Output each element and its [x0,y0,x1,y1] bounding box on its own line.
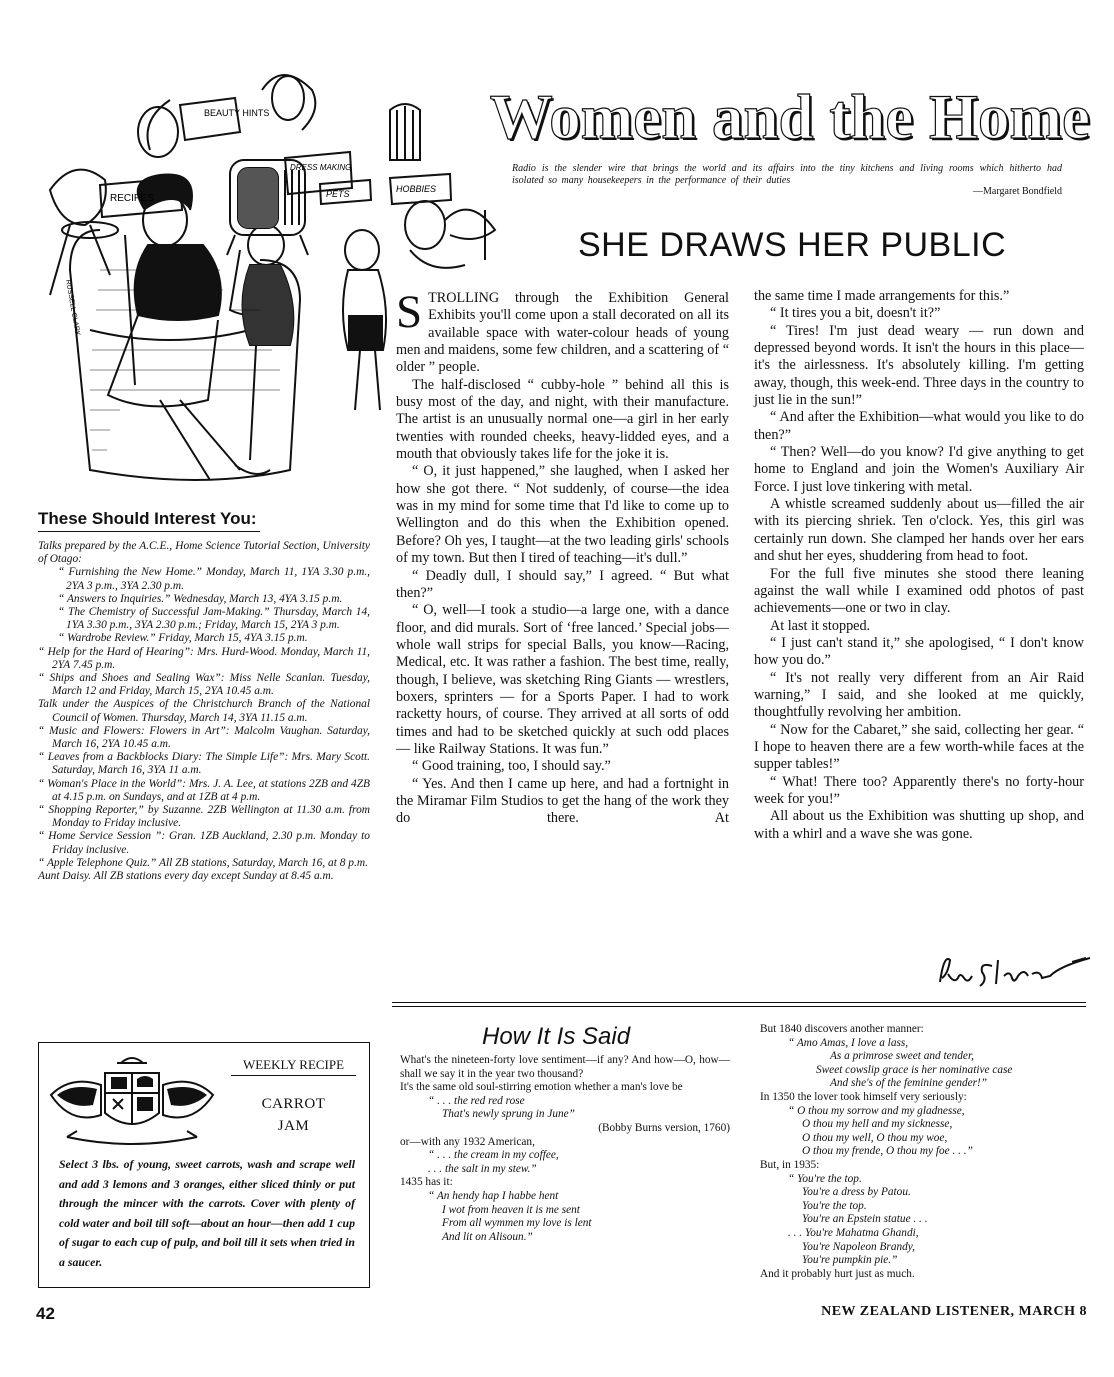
verse-line: “ You're the top. [788,1172,862,1185]
recipe-name-line: CARROT [261,1096,326,1112]
article-paragraph: “ O, well—I took a studio—a large one, with a dance floor, and did murals. Sort of ‘free lanced.’ Special jobs—whole wall strips for special Balls, you know—Racing, Medical, etc. It was rather a fashion. The best time, really, though, I believe, was sketching Ring Giants — wrestlers, boxers, sprinters — for a Sports Paper. I had to work racketty hours, of course. They arrived at all sorts of odd times and had to be sketched quickly at such odd places — like Railway Stations. It was fun.” [396,602,729,757]
article-paragraph: TROLLING through the Exhibition General Exhibits you'll come upon a stall decorated on all its available space with water-colour heads of young men and maidens, some few children, and a scattering of “ older ” people. [396,290,729,376]
section-divider [392,1006,1086,1007]
prose-line: In 1350 the lover took himself very seriously: [760,1090,967,1103]
masthead: Women and the Home [489,82,1090,152]
sidebar-title: These Should Interest You: [38,509,257,528]
prose-line: What's the nineteen-forty love sentiment—if any? And how—O, how—shall we say it in the year two thousand? [400,1054,730,1080]
verse-line: As a primrose sweet and tender, [830,1050,974,1063]
illus-label-dress: DRESS MAKING [290,163,352,172]
article-paragraph: “ O, it just happened,” she laughed, when I asked her how she got there. “ Not suddenly, of course—the idea was in my mind for some time that I'd like to come up to Wellington and do this when the Exhibition opened. Before? Oh yes, I taught—at the two leading girls' schools of my town. But then I tired of teaching—it's dull.” [396,463,729,567]
article-paragraph: the same time I made arrangements for this.” [754,288,1010,304]
verse-line: . . . You're Mahatma Ghandi, [788,1226,919,1239]
verse-line: O thou my hell and my sicknesse, [802,1118,953,1131]
article-paragraph: For the full five minutes she stood there leaning against the wall while I examined odd photos of past achievements—one or two in clay. [754,565,1084,617]
article-paragraph: “ Good training, too, I should say.” [412,758,611,775]
article-paragraph: “ It's not really very different from an Air Raid warning,” I said, and she looked at me quickly, thoughtfully revolving her ambition. [754,669,1084,721]
article-paragraph: “ Deadly dull, I should say,” I agreed. “ But what then?” [396,567,729,601]
illus-credit: RUSSELL CLARK [64,279,81,337]
verse-line: “ O thou my sorrow and my gladnesse, [788,1104,965,1117]
weekly-recipe-box [38,1042,370,1288]
sidebar-rule [38,531,260,532]
prose-line: But, in 1935: [760,1158,820,1171]
article-column-2 [754,288,1084,843]
verse-line: You're Napoleon Brandy, [802,1240,915,1253]
verse-line: I wot from heaven it is me sent [442,1203,580,1216]
verse-line: And lit on Alisoun.” [442,1230,533,1243]
illus-label-pets: PETS [326,189,350,199]
article-paragraph: “ Tires! I'm just dead weary — run down and depressed beyond words. It isn't the hours in this place—it's the airlessness. It's absolutely killing. I'm getting away, though, this week-end. Three days in the country to just lie in the sun!” [754,322,1084,409]
article-paragraph: “ Now for the Cabaret,” she said, collecting her gear. “ I hope to heaven there are a few worth-while faces at the supper tables!” [754,721,1084,773]
page-number: 42 [36,1304,55,1323]
listing-item: “ Leaves from a Backblocks Diary: The Simple Life”: Mrs. Mary Scott. Saturday, March 16, 3YA 11 a.m. [38,751,370,777]
prose-line: or—with any 1932 American, [400,1135,535,1148]
listing-item: “ Answers to Inquiries.” Wednesday, March 13, 4YA 3.15 p.m. [58,592,343,605]
article-paragraph: All about us the Exhibition was shutting up shop, and with a whirl and a wave she was gone. [754,808,1084,842]
illus-label-hobbies: HOBBIES [396,184,437,194]
verse-line: You're a dress by Patou. [802,1186,911,1199]
listing-item: “ Furnishing the New Home.” Monday, March 11, 1YA 3.30 p.m., 2YA 3 p.m., 3YA 2.30 p.m. [58,566,370,592]
article-headline: SHE DRAWS HER PUBLIC [578,226,1007,264]
illus-label-recipes: RECIPES [110,193,154,204]
listing-item: Talks prepared by the A.C.E., Home Science Tutorial Section, University of Otago: [38,540,370,566]
listing-item: “ Home Service Session ”: Gran. 1ZB Auckland, 2.30 p.m. Monday to Friday inclusive. [38,830,370,856]
article-paragraph: “ Yes. And then I came up here, and had a fortnight in the Miramar Film Studios to get the hang of the work they do there. At [396,775,729,827]
verse-line: . . . the salt in my stew.” [428,1162,537,1175]
kitchen-crest-icon [47,1055,217,1147]
article-column-1 [396,286,729,828]
article-paragraph: “ And after the Exhibition—what would you like to do then?” [754,409,1084,443]
article-paragraph: A whistle screamed suddenly about us—filled the air with its piercing shriek. Ten o'clock. Yes, this girl was certainly run down. She clamped her hands over her ears and shut her eyes, shuddering from head to foot. [754,496,1084,565]
verse-line: “ . . . the cream in my coffee, [428,1149,559,1162]
listing-item: Aunt Daisy. All ZB stations every day except Sunday at 8.45 a.m. [38,870,334,883]
drop-cap: S [396,286,423,338]
section-divider [392,1002,1086,1003]
verse-line: “ . . . the red red rose [428,1094,525,1107]
prose-line: 1435 has it: [400,1176,453,1189]
how-it-is-said-title: How It Is Said [482,1023,631,1050]
illus-label-beauty: BEAUTY HINTS [204,108,270,118]
recipe-name [231,1093,356,1137]
listing-item: “ The Chemistry of Successful Jam-Making.” Thursday, March 14, 1YA 3.30 p.m., 3YA 2.30 p.m.; Friday, March 15, 2YA 3 p.m. [58,606,370,632]
verse-line: You're the top. [802,1199,867,1212]
publication-footer: NEW ZEALAND LISTENER, MARCH 8 [821,1304,1087,1319]
article-paragraph: “ I just can't stand it,” she apologised, “ I don't know how you do.” [754,634,1084,669]
verse-line: And she's of the feminine gender!” [830,1077,988,1090]
listing-item: “ Help for the Hard of Hearing”: Mrs. Hurd-Wood. Monday, March 11, 2YA 7.45 p.m. [38,645,370,671]
prose-line: And it probably hurt just as much. [760,1267,915,1280]
verse-line: You're an Epstein statue . . . [802,1213,928,1226]
article-paragraph: At last it stopped. [770,617,871,634]
epigraph: Radio is the slender wire that brings the world and its affairs into the tiny kitchens and living rooms which hitherto had isolated so many housekeepers in the performance of their duties [512,163,1062,186]
article-paragraph: “ It tires you a bit, doesn't it?” [770,305,941,322]
radio-listings [38,540,370,883]
article-paragraph: “ Then? Well—do you know? I'd give anything to get home to England and join the Women's Auxiliary Air Force. I just love tinkering with metal. [754,444,1084,495]
artist-signature [932,952,1092,992]
verse-line: That's newly sprung in June” [442,1108,575,1121]
listing-item: “ Woman's Place in the World”: Mrs. J. A. Lee, at stations 2ZB and 4ZB at 4.15 p.m. on Sundays, and at 1ZB at 4 p.m. [38,777,370,803]
recipe-instructions: Select 3 lbs. of young, sweet carrots, wash and scrape well and add 3 lemons and 3 oranges, either sliced thinly or put through the mincer with the carrots. Cover with plenty of cold water and boil till soft—about an hour—then add 1 cup of sugar to each cup of pulp, and boil till it sets when tried in a saucer. [59,1157,355,1269]
verse-line: “ Amo Amas, I love a lass, [788,1036,909,1049]
epigraph-attribution: —Margaret Bondfield [973,186,1062,197]
article-paragraph: “ What! There too? Apparently there's no forty-hour week for you!” [754,773,1084,807]
verse-line: Sweet cowslip grace is her nominative case [816,1063,1013,1076]
verse-line: From all wymmen my love is lent [442,1217,592,1230]
listing-item: “ Shopping Reporter,” by Suzanne. 2ZB Wellington at 11.30 a.m. from Monday to Friday inclusive. [38,804,370,830]
listing-item: “ Music and Flowers: Flowers in Art”: Malcolm Vaughan. Saturday, March 16, 2YA 10.45 a.m. [38,724,370,751]
verse-line: O thou my frende, O thou my foe . . .” [802,1145,973,1158]
listing-item: “ Ships and Shoes and Sealing Wax”: Miss Nelle Scanlan. Tuesday, March 12 and Friday, March 15, 2YA 10.45 a.m. [38,672,370,698]
recipe-name-line: JAM [277,1118,310,1134]
how-it-is-said-column-2 [760,1023,1090,1281]
verse-line: You're pumpkin pie.” [802,1254,898,1267]
how-it-is-said-column-1 [400,1054,730,1244]
listing-item: “ Wardrobe Review.” Friday, March 15, 4YA 3.15 p.m. [58,632,308,645]
article-paragraph: The half-disclosed “ cubby-hole ” behind all this is busy most of the day, and night, with their manufacture. The artist is an unusually normal one—a girl in her early twenties with rounded cheeks, heavy-lidded eyes, and a mouth that obviously takes life for the joke it is. [396,376,729,463]
prose-line: But 1840 discovers another manner: [760,1023,924,1035]
verse-line: O thou my well, O thou my woe, [802,1131,948,1144]
prose-line: It's the same old soul-stirring emotion whether a man's love be [400,1081,683,1094]
prose-line: (Bobby Burns version, 1760) [598,1121,730,1134]
verse-line: “ An hendy hap I habbe hent [428,1189,559,1202]
recipe-label: WEEKLY RECIPE [231,1057,356,1076]
listing-item: Talk under the Auspices of the Christchurch Branch of the National Council of Women. Thursday, March 14, 3YA 11.15 a.m. [38,698,370,724]
listing-item: “ Apple Telephone Quiz.” All ZB stations, Saturday, March 16, at 8 p.m. [38,856,368,869]
